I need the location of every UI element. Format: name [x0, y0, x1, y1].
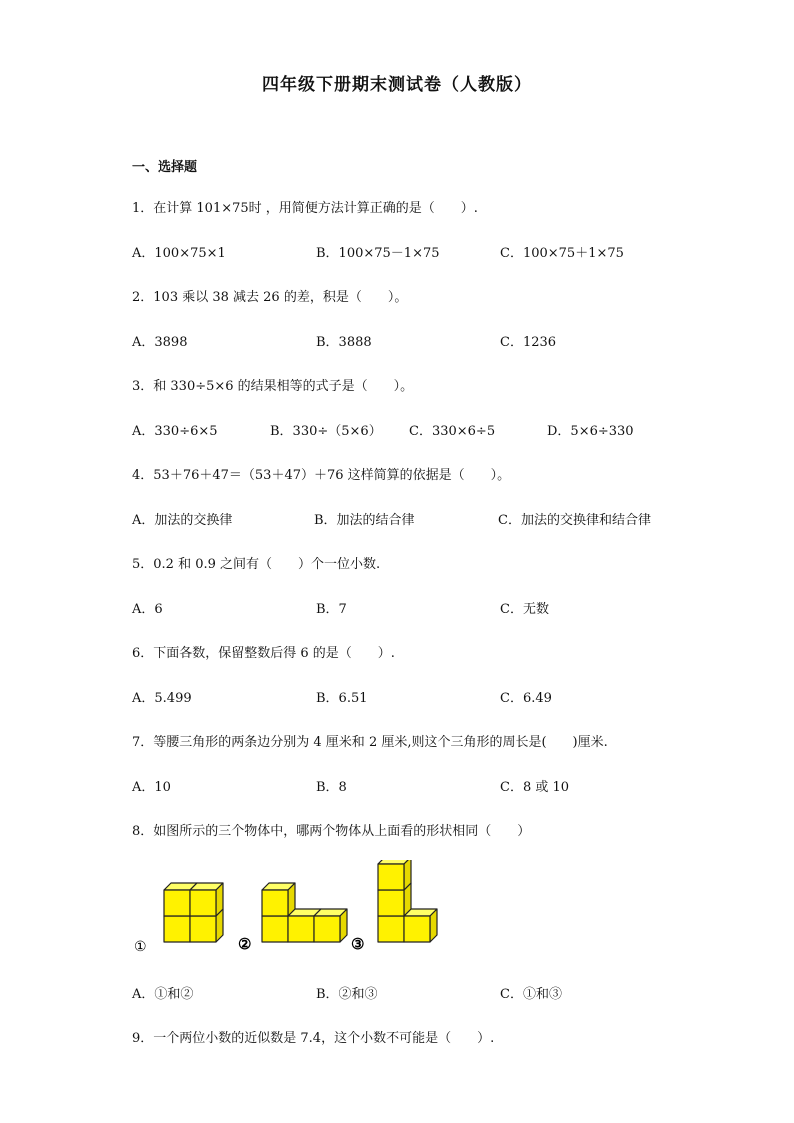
- cube-front-face: [314, 916, 340, 942]
- figure-label-2: ②: [238, 935, 252, 953]
- cube-front-face: [262, 890, 288, 916]
- option-1-a: A．100×75×1: [132, 246, 226, 261]
- section-heading: 一、选择题: [132, 160, 198, 175]
- question-8: 8．如图所示的三个物体中，哪两个物体从上面看的形状相同（ ）: [132, 824, 531, 839]
- cube-front-face: [378, 916, 404, 942]
- option-7-b: B．8: [316, 780, 347, 795]
- cube-front-face: [190, 916, 216, 942]
- option-2-c: C．1236: [500, 335, 557, 350]
- cube-front-face: [288, 916, 314, 942]
- question-2: 2．103 乘以 38 减去 26 的差，积是（ ）。: [132, 290, 408, 305]
- question-9: 9．一个两位小数的近似数是 7.4，这个小数不可能是（ ）.: [132, 1031, 495, 1046]
- cube-front-face: [190, 890, 216, 916]
- cube-front-face: [378, 890, 404, 916]
- option-2-a: A．3898: [132, 335, 188, 350]
- option-4-b: B．加法的结合律: [314, 513, 415, 528]
- figure-label-3: ③: [351, 935, 365, 953]
- page-title: 四年级下册期末测试卷（人教版）: [262, 75, 532, 95]
- option-2-b: B．3888: [316, 335, 372, 350]
- question-5: 5．0.2 和 0.9 之间有（ ）个一位小数.: [132, 557, 381, 572]
- question-3: 3．和 330÷5×6 的结果相等的式子是（ ）。: [132, 379, 414, 394]
- cube-front-face: [164, 890, 190, 916]
- option-5-c: C．无数: [500, 602, 549, 617]
- cube-front-face: [164, 916, 190, 942]
- cube-drawing: [164, 860, 437, 942]
- option-5-a: A．6: [132, 602, 163, 617]
- question-4: 4．53＋76＋47＝（53＋47）＋76 这样简算的依据是（ ）。: [132, 468, 511, 483]
- cube-front-face: [378, 864, 404, 890]
- option-6-c: C．6.49: [500, 691, 552, 706]
- option-3-b: B．330÷（5×6）: [270, 424, 382, 439]
- option-3-c: C．330×6÷5: [409, 424, 496, 439]
- option-3-d: D．5×6÷330: [547, 424, 634, 439]
- option-1-b: B．100×75－1×75: [316, 246, 440, 261]
- figure-label-1: ①: [134, 939, 147, 955]
- option-7-a: A．10: [132, 780, 171, 795]
- option-6-b: B．6.51: [316, 691, 368, 706]
- option-4-a: A．加法的交换律: [132, 513, 233, 528]
- cube-front-face: [404, 916, 430, 942]
- cube-figures: [130, 860, 460, 960]
- option-4-c: C．加法的交换律和结合律: [498, 513, 651, 528]
- option-6-a: A．5.499: [132, 691, 192, 706]
- option-3-a: A．330÷6×5: [132, 424, 218, 439]
- option-5-b: B．7: [316, 602, 347, 617]
- option-7-c: C．8 或 10: [500, 780, 570, 795]
- cube-front-face: [262, 916, 288, 942]
- question-1: 1．在计算 101×75时 ，用简便方法计算正确的是（ ）.: [132, 201, 478, 216]
- option-8-c: C．①和③: [500, 987, 562, 1002]
- option-8-a: A．①和②: [132, 987, 194, 1002]
- option-1-c: C．100×75＋1×75: [500, 246, 624, 261]
- question-6: 6．下面各数，保留整数后得 6 的是（ ）.: [132, 646, 395, 661]
- option-8-b: B．②和③: [316, 987, 378, 1002]
- question-7: 7．等腰三角形的两条边分别为 4 厘米和 2 厘米,则这个三角形的周长是( )厘米.: [132, 735, 608, 750]
